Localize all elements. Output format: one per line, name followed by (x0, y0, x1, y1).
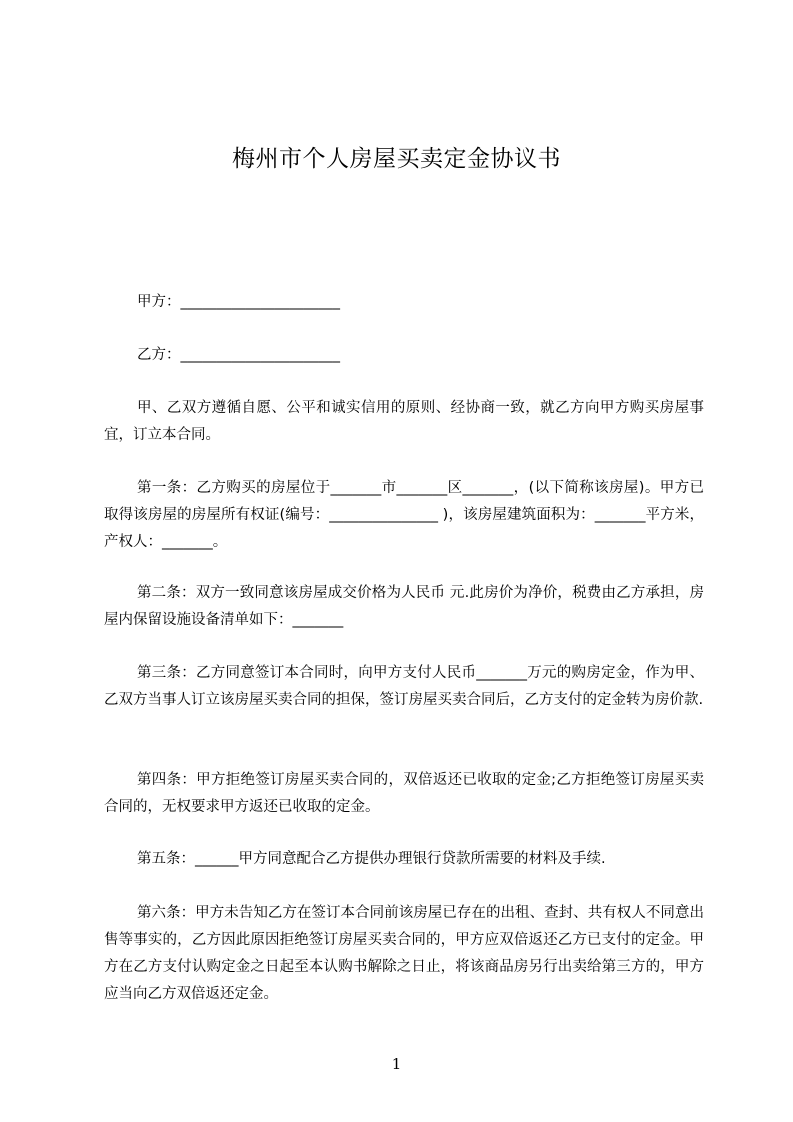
party-b-line: 乙方：______________________ (137, 347, 340, 363)
article-5: 第五条：______甲方同意配合乙方提供办理银行贷款所需要的材料及手续. (137, 851, 606, 867)
preamble-paragraph: 甲、乙双方遵循自愿、公平和诚实信用的原则、经协商一致，就乙方向甲方购买房屋事宜，订立本合同。 (104, 400, 704, 443)
document-title: 梅州市个人房屋买卖定金协议书 (232, 146, 561, 172)
party-a-line: 甲方：______________________ (137, 294, 340, 310)
page-number: 1 (391, 1055, 402, 1073)
article-1: 第一条：乙方购买的房屋位于_______市_______区_______，(以下简称该房屋)。甲方已取得该房屋的房屋所有权证(编号：_______________ )，该房屋建筑面积为：_______平方米，产权人：_______。 (104, 480, 704, 550)
article-2: 第二条：双方一致同意该房屋成交价格为人民币 元.此房价为净价，税费由乙方承担，房屋内保留设施设备清单如下：_______ (104, 585, 704, 628)
article-6: 第六条：甲方未告知乙方在签订本合同前该房屋已存在的出租、查封、共有权人不同意出售等事实的，乙方因此原因拒绝签订房屋买卖合同的，甲方应双倍返还乙方已支付的定金。甲方在乙方支付认购定金之日起至本认购书解除之日止，将该商品房另行出卖给第三方的，甲方应当向乙方双倍返还定金。 (104, 905, 704, 1002)
article-4: 第四条：甲方拒绝签订房屋买卖合同的，双倍返还已收取的定金;乙方拒绝签订房屋买卖合同的，无权要求甲方返还已收取的定金。 (104, 772, 704, 815)
article-3: 第三条：乙方同意签订本合同时，向甲方支付人民币_______万元的购房定金，作为甲、乙双方当事人订立该房屋买卖合同的担保，签订房屋买卖合同后，乙方支付的定金转为房价款. (104, 665, 704, 708)
